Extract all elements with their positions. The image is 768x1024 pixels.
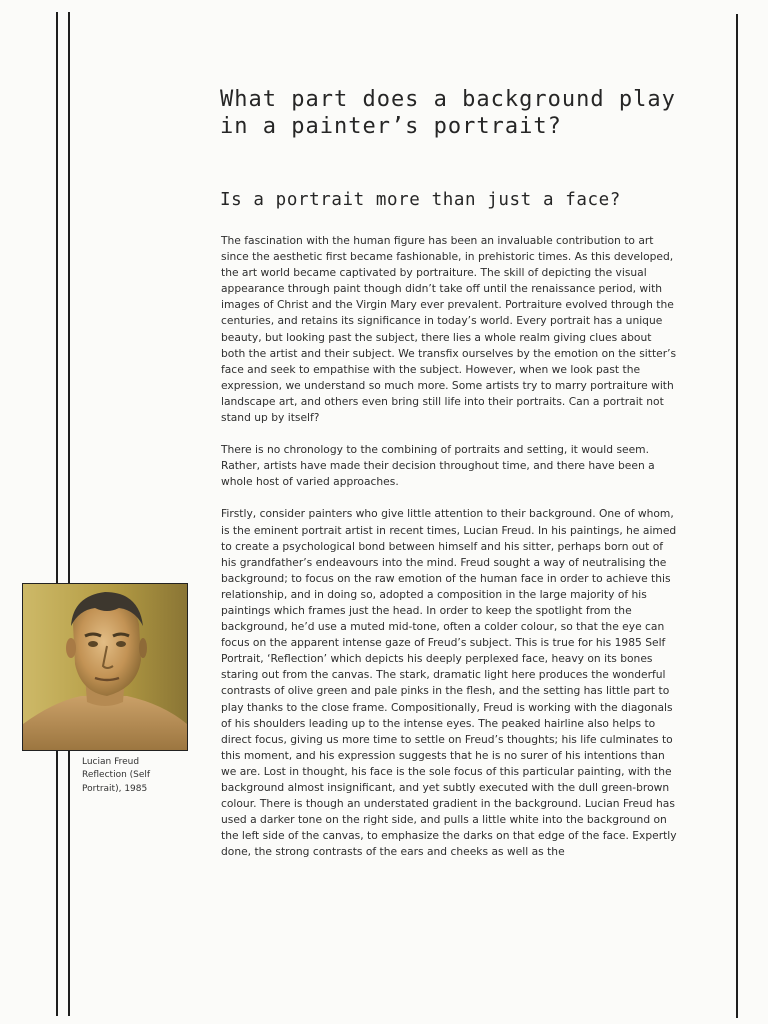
- left-margin-rule-inner: [68, 12, 70, 1016]
- portrait-painting: [23, 584, 187, 750]
- painting-left-eye: [88, 641, 98, 647]
- freud-self-portrait-image: [22, 583, 188, 751]
- painting-left-ear: [66, 638, 76, 658]
- paragraph-freud: Firstly, consider painters who give little attention to their background. One of whom, is the eminent portrait artist in recent times, Lucian Freud. In his paintings, he aimed to create a psychological bond between himself and his sitter, perhaps born out of his grandfather’s endeavours into the mind. Freud sought a way of neutralising the background; to focus on the raw emotion of the human face in order to achieve this relationship, and in doing so, adopted a composition in the large majority of his paintings which frames just the head. In order to keep the spotlight from the background, he’d use a muted mid-tone, often a colder colour, so that the eye can focus on the apparent intense gaze of Freud’s subject. This is true for his 1985 Self Portrait, ‘Reflection’ which depicts his deeply perplexed face, heavy on its bones staring out from the canvas. The stark, dramatic light here produces the wonderful contrasts of olive green and pale pinks in the flesh, and the setting has little part to play thanks to the close frame. Compositionally, Freud is working with the diagonals of his shoulders leading up to the intense eyes. The peaked hairline also helps to direct focus, giving us more time to settle on Freud’s thoughts; his life culminates to this moment, and his expression suggests that he is no surer of his intentions than we are. Lost in thought, his face is the sole focus of this particular painting, with the background almost insignificant, and yet subtly executed with the dull green-brown colour. There is though an understated gradient in the background. Lucian Freud has used a darker tone on the right side, and pulls a little white into the background on the left side of the canvas, to emphasize the darks on that edge of the face. Expertly done, the strong contrasts of the ears and cheeks as well as the: [221, 507, 677, 859]
- paragraph-chronology: There is no chronology to the combining of portraits and setting, it would seem. Rather, artists have made their decision throughout time, and there have been a whole host of varied approaches.: [221, 443, 655, 489]
- right-margin-rule: [736, 14, 738, 1018]
- left-margin-rule-outer: [56, 12, 58, 1016]
- article-body: [221, 233, 677, 876]
- article-title: What part does a background play in a painter’s portrait?: [220, 87, 676, 139]
- article-subtitle: Is a portrait more than just a face?: [220, 190, 621, 210]
- painting-right-eye: [116, 641, 126, 647]
- painting-right-ear: [139, 638, 147, 658]
- figure-caption: Lucian Freud Reflection (Self Portrait), 1985: [82, 757, 151, 794]
- paragraph-intro: The fascination with the human figure has been an invaluable contribution to art since the aesthetic first became fashionable, in prehistoric times. As this developed, the art world became captivated by portraiture. The skill of depicting the visual appearance through paint though didn’t take off until the renaissance period, with images of Christ and the Virgin Mary ever prevalent. Portraiture evolved through the centuries, and retains its significance in today’s world. Every portrait has a unique beauty, but looking past the subject, there lies a whole realm giving clues about both the artist and their subject. We transfix ourselves by the emotion on the sitter’s face and seek to empathise with the subject. However, when we look past the expression, we understand so much more. Some artists try to marry portraiture with landscape art, and others even bring still life into their portraits. Can a portrait not stand up by itself?: [221, 234, 677, 425]
